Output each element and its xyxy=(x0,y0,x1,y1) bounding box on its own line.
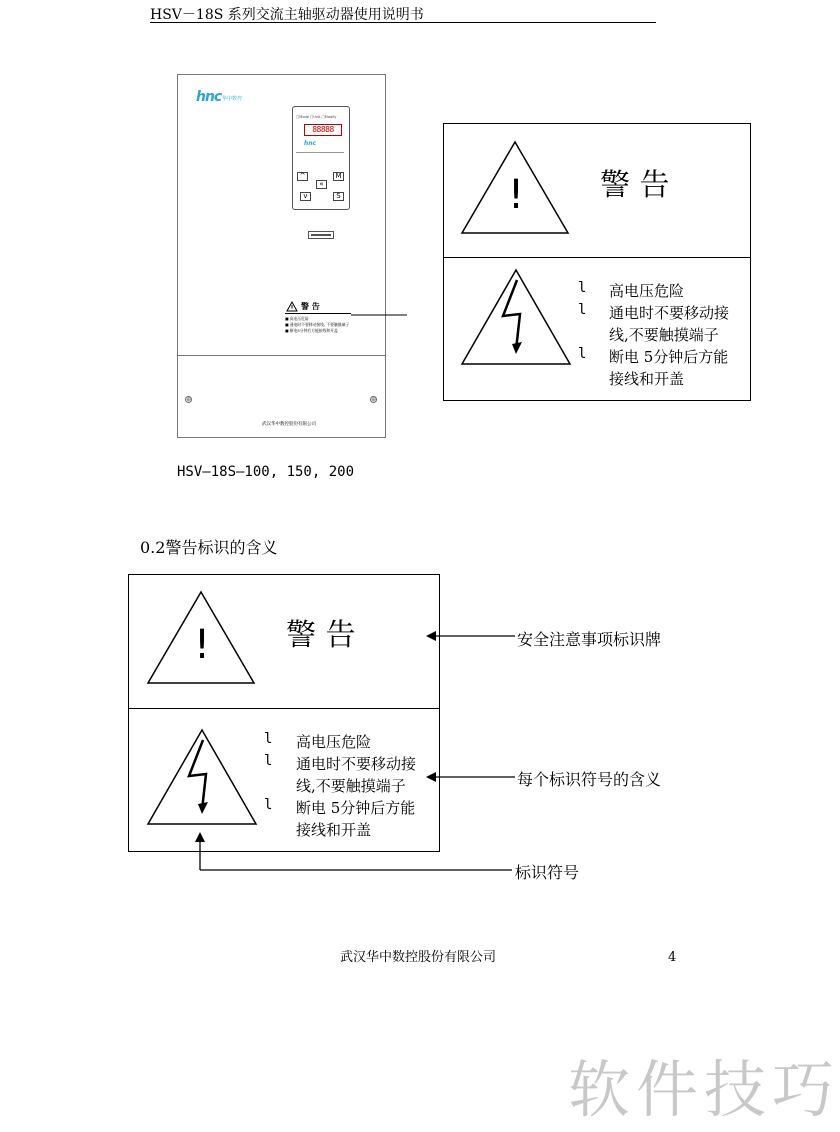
warning-line-b4: 断电 5分钟后方能 xyxy=(296,799,416,817)
warning-line-b5: 接线和开盖 xyxy=(296,821,372,839)
warning-label-bottom-divider xyxy=(128,708,440,709)
footer-company: 武汉华中数控股份有限公司 xyxy=(340,950,497,965)
panel-key-up: ^ xyxy=(297,172,308,181)
warning-title-bottom: 警 告 xyxy=(286,618,356,653)
warning-title-top: 警 告 xyxy=(600,168,670,203)
warning-line-5: 接线和开盖 xyxy=(609,370,685,388)
symbol-arrow xyxy=(190,830,520,880)
mini-warning-title: 警 告 xyxy=(301,301,320,311)
mini-warning-line-1: ■ 高电压危险 xyxy=(285,316,309,321)
annotation-symbol: 标识符号 xyxy=(515,863,580,882)
section-title: 0.2警告标识的含义 xyxy=(140,538,278,557)
device-company-plate: 武汉华中数控股份有限公司 xyxy=(262,422,316,427)
header-rule xyxy=(150,22,656,23)
mini-warning-line-3: ■ 断电5分钟后方能接线和开盖 xyxy=(285,328,338,333)
panel-led-labels: □Mode □Unit □Modify xyxy=(296,115,337,119)
warning-line-1: 高电压危险 xyxy=(609,282,685,300)
warning-line-2: 通电时不要移动接 xyxy=(609,304,730,322)
bullet-3: l xyxy=(578,346,587,362)
warning-line-b1: 高电压危险 xyxy=(296,733,372,751)
device-logo-subtitle: 华中数控 xyxy=(222,96,243,102)
annotation-plate: 安全注意事项标识牌 xyxy=(517,630,662,649)
device-outline xyxy=(177,74,386,438)
device-logo: hnc xyxy=(196,89,222,105)
bullet-b2: l xyxy=(264,753,273,769)
warning-label-top-divider xyxy=(443,257,751,258)
high-voltage-triangle-icon-2 xyxy=(146,728,258,826)
exclamation-mark-2: ! xyxy=(194,622,211,668)
warning-line-3: 线,不要触摸端子 xyxy=(609,326,719,344)
document-header-title: HSV－18S 系列交流主轴驱动器使用说明书 xyxy=(150,7,424,23)
watermark: 软件技巧 xyxy=(568,1053,840,1126)
bullet-1: l xyxy=(578,280,587,296)
panel-display: 88888 xyxy=(304,124,342,136)
screw-left-icon: ⊕ xyxy=(186,396,192,403)
panel-logo: hnc xyxy=(304,140,317,147)
annotation-meaning: 每个标识符号的含义 xyxy=(517,770,662,789)
device-cover-divider xyxy=(177,355,386,356)
panel-divider xyxy=(296,152,344,153)
panel-key-down: v xyxy=(300,192,311,201)
device-callout-line xyxy=(351,310,409,316)
panel-key-mode: M xyxy=(333,172,344,181)
device-connector-slot-inner xyxy=(311,234,331,236)
bullet-2: l xyxy=(578,302,587,318)
warning-line-b3: 线,不要触摸端子 xyxy=(296,777,406,795)
bullet-b3: l xyxy=(264,797,273,813)
screw-right-icon: ⊕ xyxy=(371,396,377,403)
exclamation-mark: ! xyxy=(508,172,525,218)
model-caption: HSV—18S—100, 150, 200 xyxy=(177,464,355,480)
warning-line-4: 断电 5分钟后方能 xyxy=(609,348,729,366)
panel-key-set: S xyxy=(333,192,344,201)
page-number: 4 xyxy=(668,950,677,965)
panel-key-shift: « xyxy=(316,180,327,189)
bullet-b1: l xyxy=(264,731,273,747)
mini-warning-icon xyxy=(287,302,297,311)
high-voltage-triangle-icon xyxy=(460,268,572,366)
warning-line-b2: 通电时不要移动接 xyxy=(296,755,417,773)
mini-warning-rule xyxy=(285,313,351,314)
mini-warning-line-2: ■ 通电时不要移动接线, 不要触摸端子 xyxy=(285,322,350,327)
